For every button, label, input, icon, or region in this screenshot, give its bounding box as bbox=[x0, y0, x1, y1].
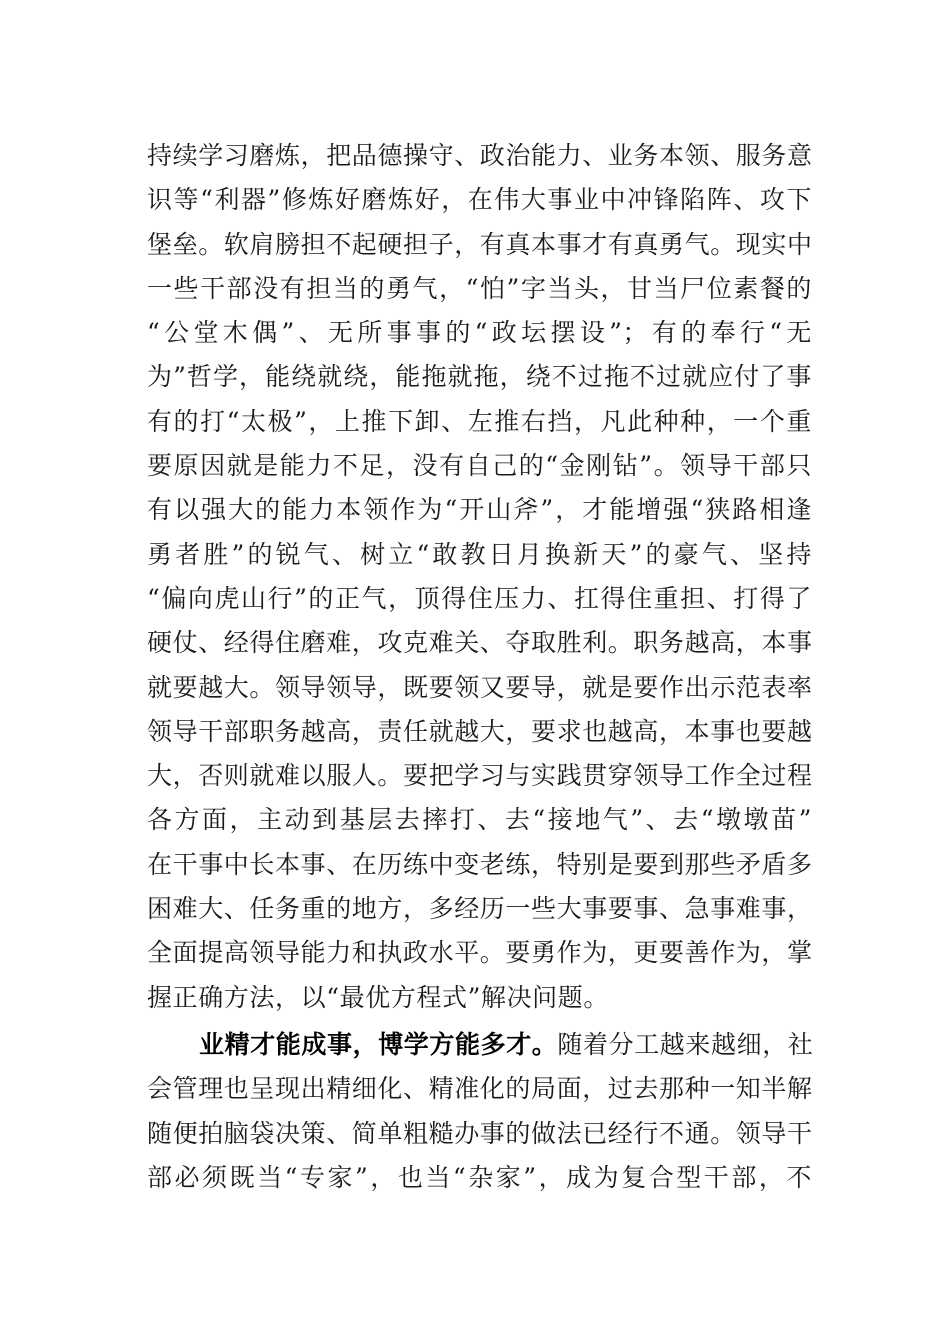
text-line: 硬仗、经得住磨难，攻克难关、夺取胜利。职务越高，本事 bbox=[147, 628, 813, 658]
text-line: “公堂木偶”、无所事事的“政坛摆设”；有的奉行“无 bbox=[147, 318, 812, 348]
text-line: 有的打“太极”，上推下卸、左推右挡，凡此种种，一个重 bbox=[147, 406, 812, 436]
text-line-lead bbox=[147, 1023, 812, 1067]
text-line: 要原因就是能力不足，没有自己的“金刚钻”。领导干部只 bbox=[147, 451, 812, 481]
text-line: 有以强大的能力本领作为“开山斧”，才能增强“狭路相逢 bbox=[147, 495, 812, 525]
text-line: 一些干部没有担当的勇气，“怕”字当头，甘当尸位素餐的 bbox=[147, 273, 812, 303]
text-line: 识等“利器”修炼好磨炼好，在伟大事业中冲锋陷阵、攻下 bbox=[147, 185, 812, 215]
text-line: 领导干部职务越高，责任就越大，要求也越高，本事也要越 bbox=[147, 716, 813, 746]
text-line: 部必须既当“专家”，也当“杂家”，成为复合型干部，不 bbox=[147, 1162, 812, 1192]
text-line: 各方面，主动到基层去摔打、去“接地气”、去“墩墩苗” bbox=[147, 805, 812, 835]
text-line: 困难大、任务重的地方，多经历一些大事要事、急事难事， bbox=[147, 894, 813, 924]
text-line: “偏向虎山行”的正气，顶得住压力、扛得住重担、打得了 bbox=[147, 583, 812, 613]
text-line: 就要越大。领导领导，既要领又要导，就是要作出示范表率 bbox=[147, 672, 813, 702]
text-line: 握正确方法，以“最优方程式”解决问题。 bbox=[147, 982, 609, 1012]
paragraph-1 bbox=[147, 134, 812, 1020]
bold-lead-sentence: 业精才能成事，博学方能多才。 bbox=[199, 1029, 558, 1059]
text-line: 随便拍脑袋决策、简单粗糙办事的做法已经行不通。领导干 bbox=[147, 1118, 813, 1148]
text-line: 为”哲学，能绕就绕，能拖就拖，绕不过拖不过就应付了事 bbox=[147, 362, 812, 392]
text-line: 会管理也呈现出精细化、精准化的局面，过去那种一知半解 bbox=[147, 1074, 813, 1104]
lead-line-rest: 随着分工越来越细，社 bbox=[557, 1029, 814, 1059]
text-line: 堡垒。软肩膀担不起硬担子，有真本事才有真勇气。现实中 bbox=[147, 229, 813, 259]
text-line: 勇者胜”的锐气、树立“敢教日月换新天”的豪气、坚持 bbox=[147, 539, 812, 569]
paragraph-2 bbox=[147, 1023, 812, 1200]
text-line: 全面提高领导能力和执政水平。要勇作为，更要善作为，掌 bbox=[147, 938, 813, 968]
body-text bbox=[147, 134, 812, 1200]
text-line: 大，否则就难以服人。要把学习与实践贯穿领导工作全过程 bbox=[147, 761, 813, 791]
text-line: 在干事中长本事、在历练中变老练，特别是要到那些矛盾多 bbox=[147, 849, 813, 879]
text-line: 持续学习磨炼，把品德操守、政治能力、业务本领、服务意 bbox=[147, 141, 813, 170]
